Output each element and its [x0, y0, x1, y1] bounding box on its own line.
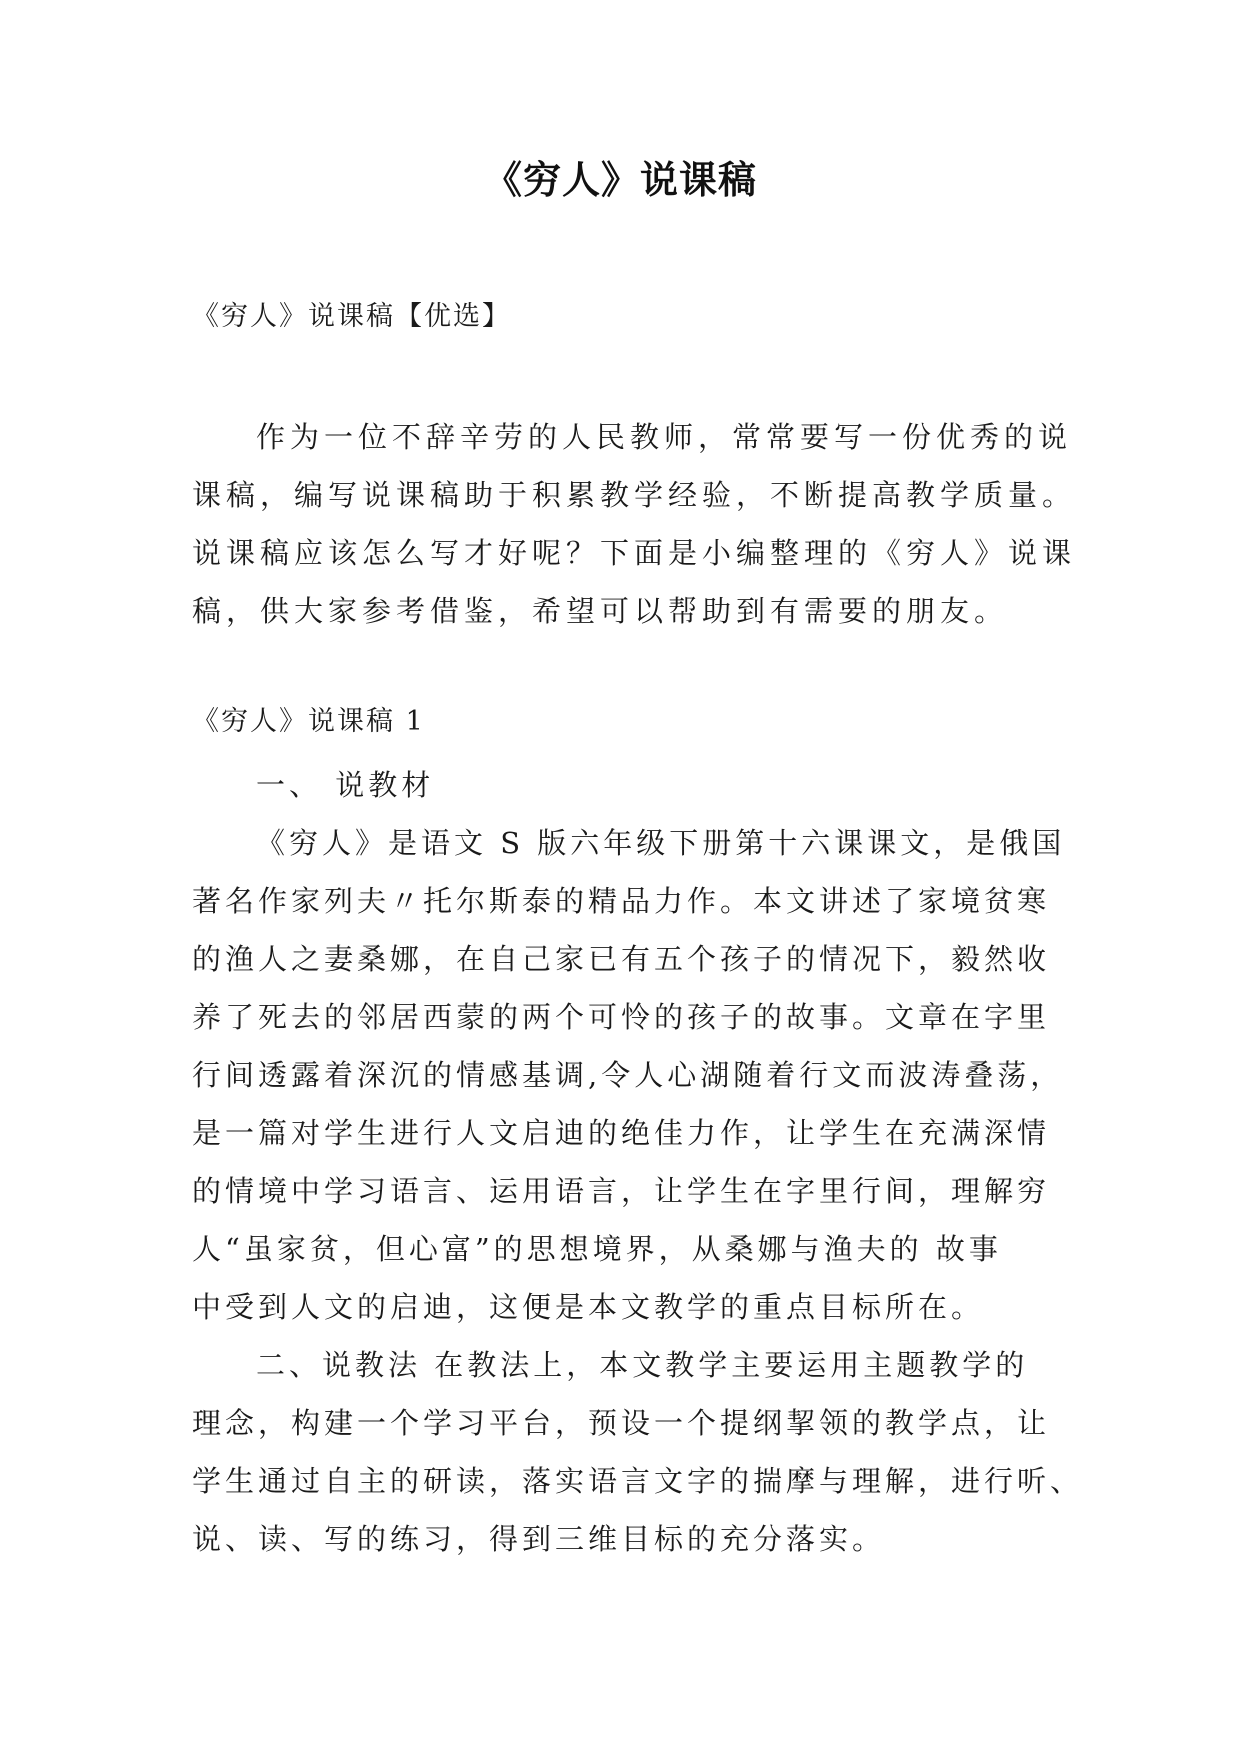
body-line: 学生通过自主的研读，落实语言文字的揣摩与理解，进行听、	[192, 1464, 1084, 1498]
body-line: 二、说教法 在教法上，本文教学主要运用主题教学的	[256, 1348, 1029, 1382]
body-line: 《穷人》是语文 S 版六年级下册第十六课课文，是俄国	[256, 826, 1066, 860]
intro-line: 说课稿应该怎么写才好呢？下面是小编整理的《穷人》说课	[192, 536, 1077, 570]
intro-line: 作为一位不辞辛劳的人民教师，常常要写一份优秀的说	[256, 420, 1073, 454]
body-line: 的渔人之妻桑娜，在自己家已有五个孩子的情况下，毅然收	[192, 942, 1051, 976]
intro-line: 课稿，编写说课稿助于积累教学经验，不断提高教学质量。	[192, 478, 1077, 512]
document-subtitle: 《穷人》说课稿【优选】	[192, 301, 511, 332]
body-line: 说、读、写的练习，得到三维目标的充分落实。	[192, 1522, 886, 1556]
body-line: 中受到人文的启迪，这便是本文教学的重点目标所在。	[192, 1290, 985, 1324]
intro-line: 稿，供大家参考借鉴，希望可以帮助到有需要的朋友。	[192, 594, 1009, 628]
body-line: 是一篇对学生进行人文启迪的绝佳力作，让学生在充满深情	[192, 1116, 1051, 1150]
subsection-heading: 一、 说教材	[256, 768, 435, 802]
body-line: 著名作家列夫〃托尔斯泰的精品力作。本文讲述了家境贫寒	[192, 884, 1051, 918]
body-text	[192, 756, 1084, 1568]
section-heading: 《穷人》说课稿 1	[192, 706, 425, 737]
body-line: 养了死去的邻居西蒙的两个可怜的孩子的故事。文章在字里	[192, 1000, 1051, 1034]
body-line: 的情境中学习语言、运用语言，让学生在字里行间，理解穷	[192, 1174, 1051, 1208]
body-line: 人“虽家贫，但心富”的思想境界，从桑娜与渔夫的 故事	[192, 1232, 1002, 1266]
intro-paragraph	[192, 408, 1077, 640]
body-line: 行间透露着深沉的情感基调,令人心湖随着行文而波涛叠荡，	[192, 1058, 1064, 1092]
body-line: 理念，构建一个学习平台，预设一个提纲挈领的教学点，让	[192, 1406, 1051, 1440]
document-title: 《穷人》说课稿	[483, 158, 757, 202]
